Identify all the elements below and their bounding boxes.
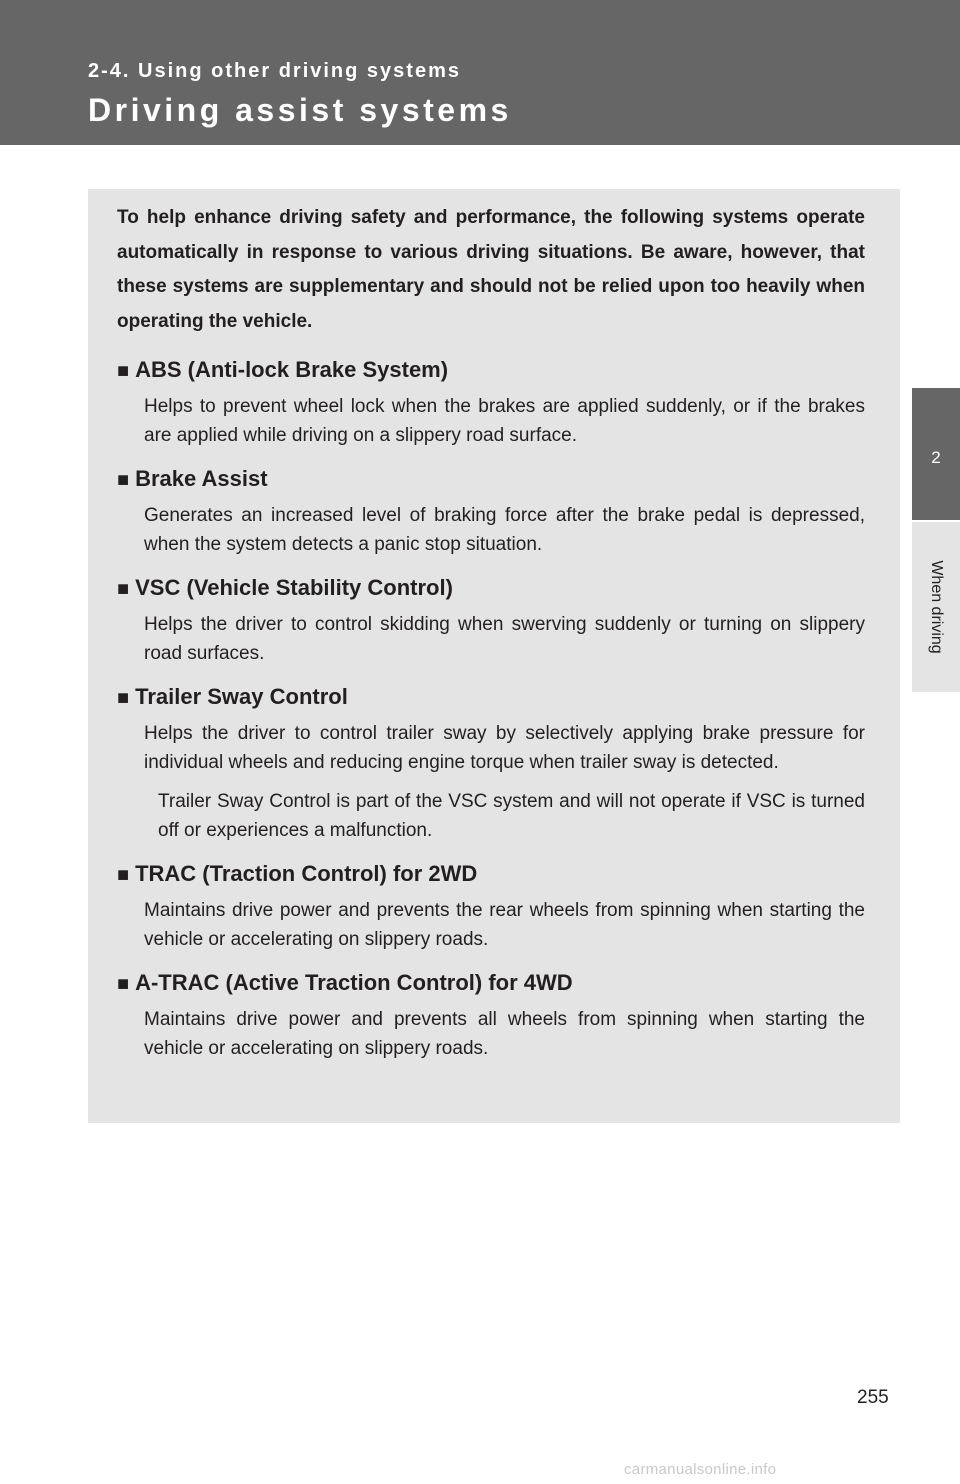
item-description: Helps the driver to control skidding when swerving suddenly or turning on slippery road surfaces.: [144, 614, 865, 664]
item-brake-assist: [117, 464, 865, 559]
item-heading-text: Brake Assist: [135, 466, 268, 491]
section-label: 2-4. Using other driving systems: [88, 60, 461, 82]
content-box: [88, 189, 900, 1123]
square-bullet-icon: ■: [117, 469, 130, 491]
item-heading: [117, 573, 865, 604]
item-heading: [117, 968, 865, 999]
item-heading-text: ABS (Anti-lock Brake System): [135, 357, 449, 382]
chapter-number: 2: [931, 448, 941, 467]
item-heading: [117, 355, 865, 386]
item-trailer-sway-control: [117, 682, 865, 845]
intro-paragraph: To help enhance driving safety and performance, the following systems operate automatically in response to various driving situations. Be aware, however, that these systems are supplementary and should not be relied upon too heavily when operating the vehicle.: [117, 207, 865, 332]
item-description: Generates an increased level of braking force after the brake pedal is depressed, when the system detects a panic stop situation.: [144, 505, 865, 555]
square-bullet-icon: ■: [117, 687, 130, 709]
square-bullet-icon: ■: [117, 578, 130, 600]
watermark: carmanualsonline.info: [624, 1461, 777, 1478]
chapter-tab: [912, 388, 960, 520]
page-title: Driving assist systems: [88, 92, 512, 128]
item-heading-text: VSC (Vehicle Stability Control): [135, 575, 453, 600]
item-heading-text: Trailer Sway Control: [135, 684, 348, 709]
item-a-trac: [117, 968, 865, 1063]
square-bullet-icon: ■: [117, 360, 130, 382]
item-heading-text: A-TRAC (Active Traction Control) for 4WD: [135, 970, 573, 995]
item-description: Maintains drive power and prevents the rear wheels from spinning when starting the vehicle or accelerating on slippery roads.: [144, 900, 865, 950]
page-header: [0, 0, 960, 145]
item-description: Helps the driver to control trailer sway by selectively applying brake pressure for individual wheels and reducing engine torque when trailer sway is detected.: [144, 723, 865, 773]
square-bullet-icon: ■: [117, 864, 130, 886]
item-vsc: [117, 573, 865, 668]
item-heading: [117, 464, 865, 495]
chapter-name-tab: [912, 522, 960, 692]
item-heading: [117, 682, 865, 713]
item-description: Helps to prevent wheel lock when the brakes are applied suddenly, or if the brakes are applied while driving on a slippery road surface.: [144, 396, 865, 446]
page-number: 255: [857, 1387, 889, 1408]
item-trac: [117, 859, 865, 954]
item-description: Maintains drive power and prevents all wheels from spinning when starting the vehicle or accelerating on slippery roads.: [144, 1009, 865, 1059]
item-heading: [117, 859, 865, 890]
item-heading-text: TRAC (Traction Control) for 2WD: [135, 861, 478, 886]
item-abs: [117, 355, 865, 450]
square-bullet-icon: ■: [117, 973, 130, 995]
chapter-name: When driving: [928, 560, 945, 654]
item-note: Trailer Sway Control is part of the VSC system and will not operate if VSC is turned off or experiences a malfunction.: [158, 791, 865, 841]
